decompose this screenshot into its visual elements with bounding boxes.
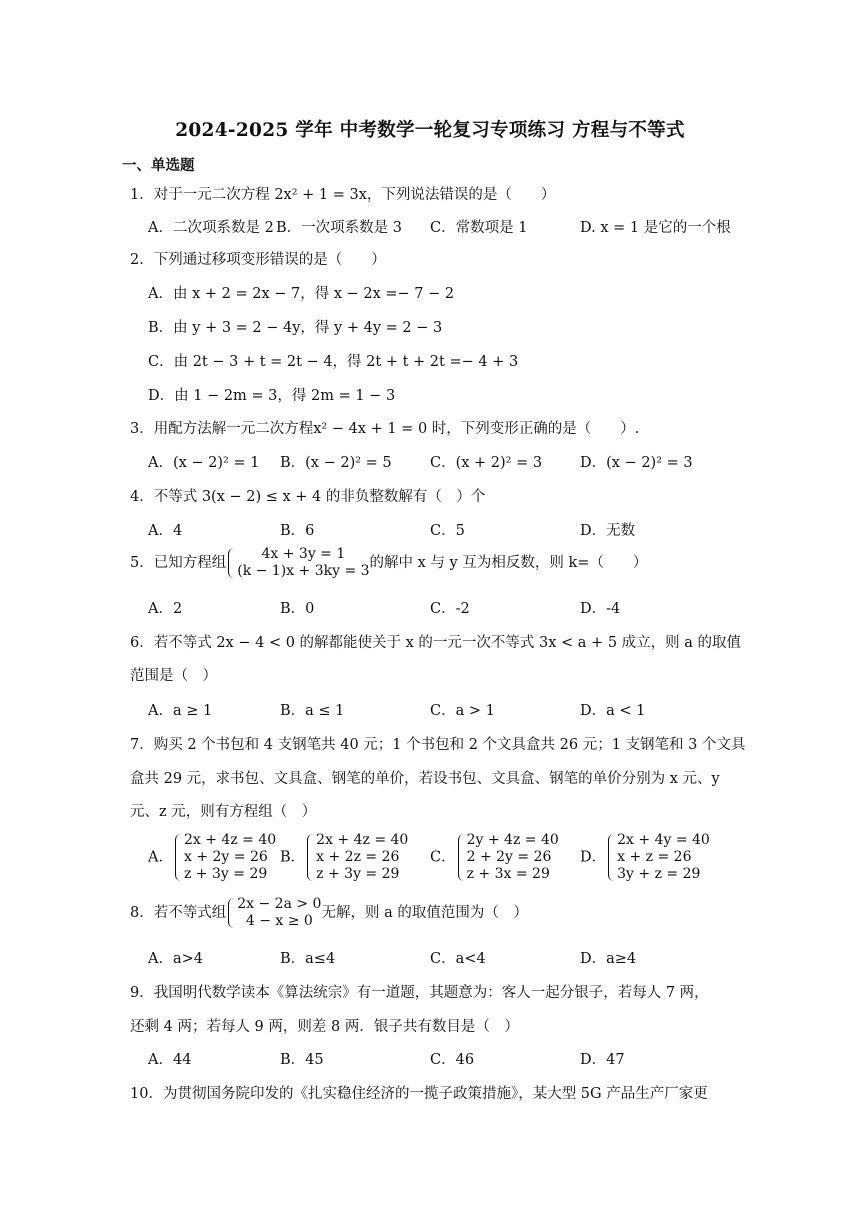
option-label: A． [148, 849, 173, 866]
question-1-option-a: A．二次项系数是 2 [148, 220, 274, 236]
question-9-option-b: B．45 [280, 1052, 324, 1068]
section-heading: 一、单选题 [122, 157, 195, 174]
question-5-suffix: 的解中 x 与 y 互为相反数，则 k=（ ） [369, 555, 648, 571]
question-2-option-a: A．由 x + 2 = 2x − 7，得 x − 2x =− 7 − 2 [148, 286, 455, 302]
question-9-stem-line-1: 9．我国明代数学读本《算法统宗》有一道题，其题意为：客人一起分银子，若每人 7 两， [130, 985, 709, 1001]
question-6-option-d: D．a < 1 [580, 703, 646, 719]
equation-line: 2y + 4z = 40 [466, 832, 559, 848]
question-9-option-c: C．46 [430, 1052, 475, 1068]
equation-system [226, 896, 321, 930]
question-5-prefix: 5．已知方程组 [130, 555, 227, 571]
question-2-option-c: C．由 2t − 3 + t = 2t − 4，得 2t + t + 2t =− 4 + 3 [148, 354, 519, 370]
question-4-option-d: D．无数 [580, 523, 636, 539]
question-7-option-b [280, 832, 408, 883]
equation-line: 2x + 4z = 40 [316, 832, 409, 848]
question-1-option-d: D. x = 1 是它的一个根 [580, 220, 731, 236]
question-7-option-c [430, 832, 559, 883]
equation-system [456, 832, 559, 883]
question-6-option-b: B．a ≤ 1 [280, 703, 345, 719]
question-4-stem: 4．不等式 3(x − 2) ≤ x + 4 的非负整数解有（ ）个 [130, 489, 486, 505]
question-1-option-b: B．一次项系数是 3 [276, 220, 402, 236]
equation-system [606, 832, 710, 883]
question-4-option-a: A．4 [148, 523, 183, 539]
question-7-stem-line-1: 7．购买 2 个书包和 4 支钢笔共 40 元；1 个书包和 2 个文具盒共 26 元；1 支钢笔和 3 个文具 [130, 737, 746, 753]
equation-system [173, 832, 276, 883]
question-3-option-b: B．(x − 2)² = 5 [280, 455, 392, 471]
question-3-option-c: C．(x + 2)² = 3 [430, 455, 543, 471]
equation-line: x + z = 26 [617, 849, 692, 865]
question-2-option-b: B．由 y + 3 = 2 − 4y，得 y + 4y = 2 − 3 [148, 320, 443, 336]
equation-line: 2x + 4y = 40 [617, 832, 710, 848]
question-5-option-a: A．2 [148, 601, 183, 617]
question-3-stem: 3．用配方法解一元二次方程x² − 4x + 1 = 0 时，下列变形正确的是（ ）. [130, 421, 640, 437]
question-9-stem-line-2: 还剩 4 两；若每人 9 两，则差 8 两．银子共有数目是（ ） [130, 1019, 519, 1035]
question-5-option-c: C．-2 [430, 601, 470, 617]
option-label: C． [430, 849, 456, 866]
question-7-stem-line-3: 元、z 元，则有方程组（ ） [130, 804, 317, 820]
question-10-stem-line-1: 10．为贯彻国务院印发的《扎实稳住经济的一揽子政策措施》，某大型 5G 产品生产厂家更 [130, 1086, 708, 1102]
question-8-option-d: D．a≥4 [580, 951, 637, 967]
question-7-option-d [580, 832, 710, 883]
question-6-stem-line-2: 范围是（ ） [130, 668, 217, 684]
question-6-option-a: A．a ≥ 1 [148, 703, 213, 719]
page-title: 2024-2025 学年 中考数学一轮复习专项练习 方程与不等式 [175, 120, 685, 141]
question-2-stem: 2．下列通过移项变形错误的是（ ） [130, 252, 386, 268]
question-1-stem: 1．对于一元二次方程 2x² + 1 = 3x，下列说法错误的是（ ） [130, 187, 556, 203]
question-5-option-b: B．0 [280, 601, 315, 617]
equation-line: z + 3x = 29 [466, 866, 550, 882]
question-7-stem-line-2: 盒共 29 元，求书包、文具盒、钢笔的单价，若设书包、文具盒、钢笔的单价分别为 x 元、y [130, 771, 720, 787]
option-label: B． [280, 849, 306, 866]
question-1-option-c: C．常数项是 1 [430, 220, 528, 236]
equation-line: z + 3y = 29 [316, 866, 400, 882]
equation-line: (k − 1)x + 3ky = 3 [237, 563, 370, 579]
question-6-option-c: C．a > 1 [430, 703, 495, 719]
question-5-option-d: D．-4 [580, 601, 621, 617]
equation-line: x + 2y = 26 [183, 849, 268, 865]
equation-line: x + 2z = 26 [316, 849, 400, 865]
equation-line: 2x − 2a > 0 [237, 896, 322, 912]
question-4-option-c: C．5 [430, 523, 465, 539]
equation-system [226, 546, 369, 580]
question-8-option-c: C．a<4 [430, 951, 486, 967]
question-8-option-b: B．a≤4 [280, 951, 336, 967]
question-6-stem-line-1: 6．若不等式 2x − 4 < 0 的解都能使关于 x 的一元一次不等式 3x < a + 5 成立，则 a 的取值 [130, 635, 742, 651]
question-9-option-a: A．44 [148, 1052, 192, 1068]
equation-line: z + 3y = 29 [183, 866, 268, 882]
equation-system [305, 832, 408, 883]
question-8-prefix: 8．若不等式组 [130, 905, 227, 921]
question-9-option-d: D．47 [580, 1052, 625, 1068]
question-2-option-d: D．由 1 − 2m = 3，得 2m = 1 − 3 [148, 388, 396, 404]
question-8-option-a: A．a>4 [148, 951, 203, 967]
option-label: D． [580, 849, 607, 866]
equation-line: 3y + z = 29 [617, 866, 701, 882]
equation-line: 4x + 3y = 1 [261, 546, 346, 562]
question-8-stem [130, 896, 528, 930]
question-3-option-a: A．(x − 2)² = 1 [148, 455, 260, 471]
question-4-option-b: B．6 [280, 523, 315, 539]
equation-line: 2 + 2y = 26 [466, 849, 552, 865]
question-7-option-a [148, 832, 276, 883]
question-8-suffix: 无解，则 a 的取值范围为（ ） [321, 905, 528, 921]
equation-line: 4 − x ≥ 0 [245, 913, 313, 929]
question-5-stem [130, 546, 647, 580]
equation-line: 2x + 4z = 40 [183, 832, 277, 848]
question-3-option-d: D．(x − 2)² = 3 [580, 455, 693, 471]
